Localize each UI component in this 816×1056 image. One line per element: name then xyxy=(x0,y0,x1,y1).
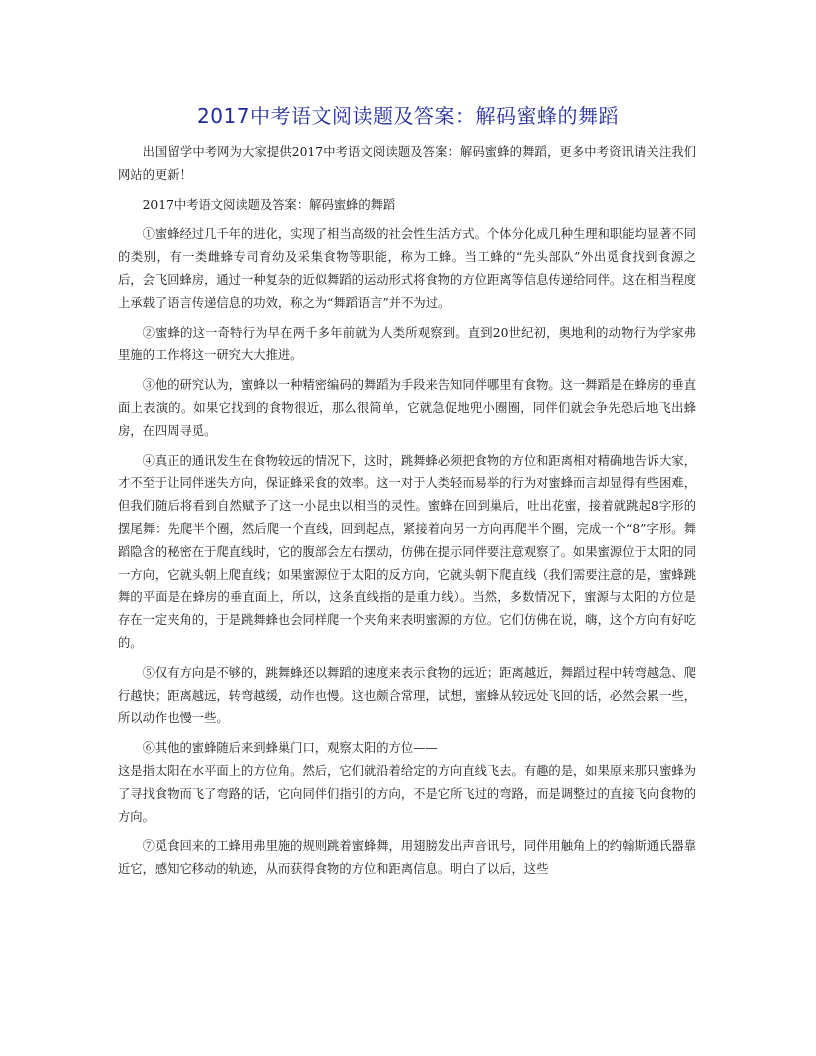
paragraph-7: ⑦觅食回来的工蜂用弗里施的规则跳着蜜蜂舞，用翅膀发出声音讯号，同伴用触角上的约翰斯通氏器靠近它，感知它移动的轨迹，从而获得食物的方位和距离信息。明白了以后，这些 xyxy=(118,839,696,877)
paragraph-6-rest: 这是指太阳在水平面上的方位角。然后，它们就沿着给定的方向直线飞去。有趣的是，如果原来那只蜜蜂为了寻找食物而飞了弯路的话，它向同伴们指引的方向，不是它所飞过的弯路，而是调整过的直接飞向食物的方向。 xyxy=(118,763,696,824)
paragraph-1: ①蜜蜂经过几千年的进化，实现了相当高级的社会性生活方式。个体分化成几种生理和职能均显著不同的类别，有一类雌蜂专司育幼及采集食物等职能，称为工蜂。当工蜂的“先头部队”外出觅食找到食源之后，会飞回蜂房，通过一种复杂的近似舞蹈的运动形式将食物的方位距离等信息传递给同伴。这在相当程度上承载了语言传递信息的功效，称之为“舞蹈语言”并不为过。 xyxy=(118,227,696,310)
intro-paragraph: 出国留学中考网为大家提供2017中考语文阅读题及答案：解码蜜蜂的舞蹈，更多中考资讯请关注我们网站的更新！ xyxy=(118,145,696,182)
paragraph-5: ⑤仅有方向是不够的，跳舞蜂还以舞蹈的速度来表示食物的远近；距离越近，舞蹈过程中转弯越急、爬行越快；距离越远，转弯越缓，动作也慢。这也颇合常理，试想，蜜蜂从较远处飞回的话，必然会累一些，所以动作也慢一些。 xyxy=(118,665,696,726)
paragraph-3: ③他的研究认为，蜜蜂以一种精密编码的舞蹈为手段来告知同伴哪里有食物。这一舞蹈是在蜂房的垂直面上表演的。如果它找到的食物很近，那么很简单，它就急促地兜小圈圈，同伴们就会争先恐后地飞出蜂房，在四周寻觅。 xyxy=(118,378,696,438)
subtitle-line: 2017中考语文阅读题及答案：解码蜜蜂的舞蹈 xyxy=(142,197,396,212)
paragraph-4: ④真正的通讯发生在食物较远的情况下，这时，跳舞蜂必须把食物的方位和距离相对精确地告诉大家，才不至于让同伴迷失方向，保证蜂采食的效率。这一对于人类轻而易举的行为对蜜蜂而言却显得有些困难，但我们随后将看到自然赋予了这一小昆虫以相当的灵性。蜜蜂在回到巢后，吐出花蜜，接着就跳起8字形的摆尾舞：先爬半个圈，然后爬一个直线，回到起点，紧接着向另一方向再爬半个圈，完成一个“8”字形。舞蹈隐含的秘密在于爬直线时，它的腹部会左右摆动，仿佛在提示同伴要注意观察了。如果蜜源位于太阳的同一方向，它就头朝上爬直线；如果蜜源位于太阳的反方向，它就头朝下爬直线（我们需要注意的是，蜜蜂跳舞的平面是在蜂房的垂直面上，所以，这条直线指的是重力线）。当然，多数情况下，蜜源与太阳的方位是存在一定夹角的，于是跳舞蜂也会同样爬一个夹角来表明蜜源的方位。它们仿佛在说，嗨，这个方向有好吃的。 xyxy=(118,453,696,650)
document-body xyxy=(118,141,696,888)
document-title: 2017中考语文阅读题及答案：解码蜜蜂的舞蹈 xyxy=(197,104,619,128)
paragraph-6-lead: ⑥其他的蜜蜂随后来到蜂巢门口，观察太阳的方位—— xyxy=(142,741,438,756)
paragraph-2: ②蜜蜂的这一奇特行为早在两千多年前就为人类所观察到。直到20世纪初，奥地利的动物行为学家弗里施的工作将这一研究大大推进。 xyxy=(118,325,696,363)
